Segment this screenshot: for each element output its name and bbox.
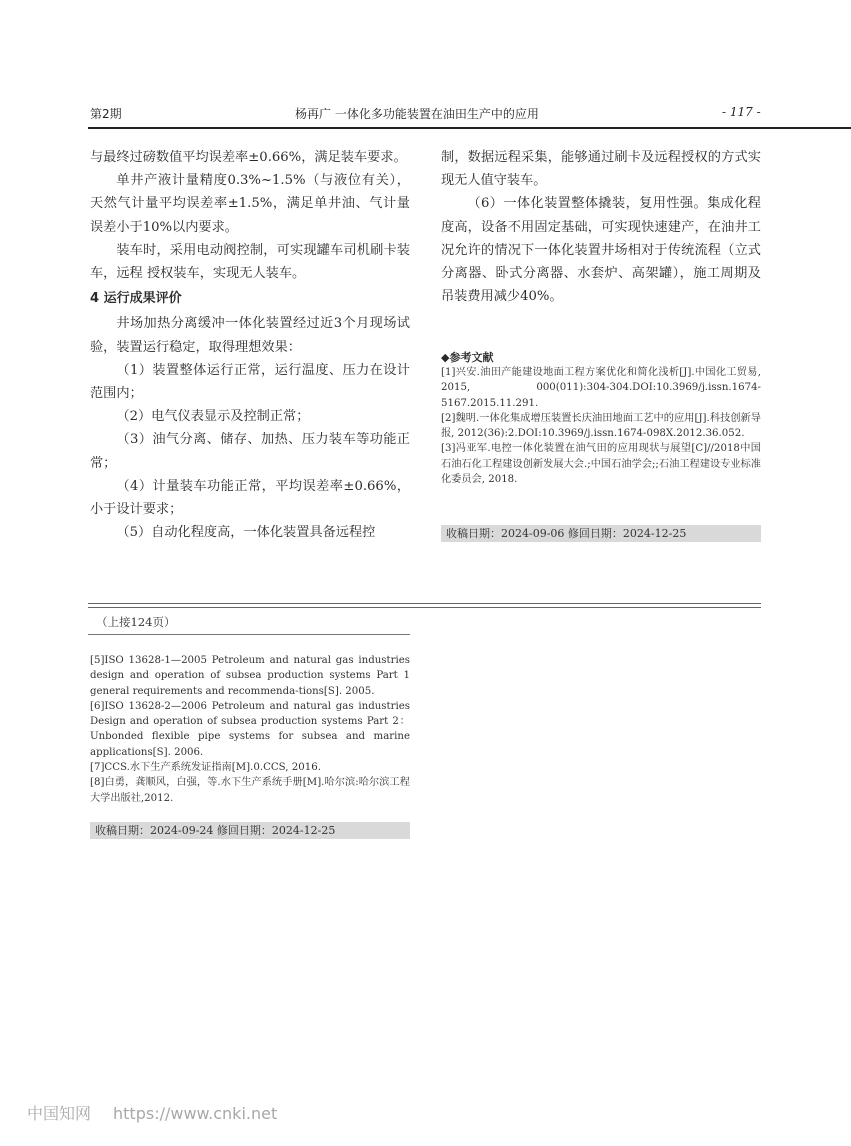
continued-from-label: （上接124页） xyxy=(96,615,176,629)
section-divider xyxy=(88,603,761,604)
reference-item: [7]CCS.水下生产系统发证指南[M].0.CCS, 2016. xyxy=(90,762,321,774)
paragraph: （6）一体化装置整体撬装，复用性强。集成化程度高，设备不用固定基础，可实现快速建产，在油井工况允许的情况下一体化装置井场相对于传统流程（立式分离器、卧式分离器、水套炉、高架罐），施工周期及吊装费用减少40%。 xyxy=(441,196,761,305)
reference-item: [6]ISO 13628-2—2006 Petroleum and natural gas industries Design and operation of subsea production systems Part 2：Unbonded flexible pipe systems for subsea and marine applications[S]. 2006. xyxy=(90,700,410,758)
received-date-bar: 收稿日期：2024-09-06 修回日期：2024-12-25 xyxy=(441,525,761,542)
paragraph: 制，数据远程采集，能够通过刷卡及远程授权的方式实现无人值守装车。 xyxy=(441,150,761,189)
paragraph: 井场加热分离缓冲一体化装置经过近3个月现场试验，装置运行稳定，取得理想效果： xyxy=(90,316,410,355)
header-rule xyxy=(88,127,851,129)
paragraph: 装车时，采用电动阀控制，可实现罐车司机刷卡装车，远程 授权装车，实现无人装车。 xyxy=(90,242,410,282)
continued-rule xyxy=(88,634,410,635)
section-divider-second xyxy=(88,607,761,608)
paragraph: 单井产液计量精度0.3%~1.5%（与液位有关），天然气计量平均误差率±1.5%，满足单井油、气计量误差小于10%以内要求。 xyxy=(90,173,410,235)
right-column xyxy=(441,146,761,308)
reference-item: [1]兴安.油田产能建设地面工程方案优化和简化浅析[J].中国化工贸易, 2015, 000(011):304-304.DOI:10.3969/j.issn.1674-5167.2015.11.291. xyxy=(441,367,761,409)
header-issue: 第2期 xyxy=(90,107,122,121)
left-column xyxy=(90,146,410,544)
paragraph: （5）自动化程度高，一体化装置具备远程控 xyxy=(116,525,376,541)
paragraph: （1）装置整体运行正常，运行温度、压力在设计范围内； xyxy=(90,362,410,402)
references-title: ◆参考文献 xyxy=(441,351,494,364)
continued-references-list xyxy=(90,653,410,806)
header-page-number: - 117 - xyxy=(722,105,761,119)
reference-item: [8]白勇，龚顺风，白强，等.水下生产系统手册[M].哈尔滨:哈尔滨工程大学出版社,2012. xyxy=(90,777,410,804)
reference-item: [5]ISO 13628-1—2005 Petroleum and natural gas industries design and operation of subsea production systems Part 1 general requirements and recommenda-tions[S]. 2005. xyxy=(90,655,410,697)
section-heading: 4 运行成果评价 xyxy=(90,291,182,307)
watermark xyxy=(27,1101,299,1124)
continued-date-bar: 收稿日期：2024-09-24 修回日期：2024-12-25 xyxy=(90,822,410,839)
paragraph: 与最终过磅数值平均误差率±0.66%，满足装车要求。 xyxy=(90,150,407,165)
paragraph: （3）油气分离、储存、加热、压力装车等功能正常； xyxy=(90,432,410,471)
reference-item: [3]冯亚军.电控一体化装置在油气田的应用现状与展望[C]//2018中国石油石化工程建设创新发展大会.;中国石油学会;;石油工程建设专业标准化委员会, 2018. xyxy=(441,443,761,486)
reference-item: [2]魏明.一体化集成增压装置长庆油田地面工艺中的应用[J].科技创新导报, 2012(36):2.DOI:10.3969/j.issn.1674-098X.2012.36.052. xyxy=(441,412,761,440)
header-article-title: 杨再广 一体化多功能装置在油田生产中的应用 xyxy=(295,107,539,121)
paragraph: （4）计量装车功能正常，平均误差率±0.66%，小于设计要求； xyxy=(90,478,410,518)
watermark-url: https://www.cnki.net xyxy=(113,1104,278,1123)
paragraph: （2）电气仪表显示及控制正常； xyxy=(116,409,310,425)
watermark-brand: 中国知网 xyxy=(27,1104,92,1123)
references-list xyxy=(441,365,761,487)
